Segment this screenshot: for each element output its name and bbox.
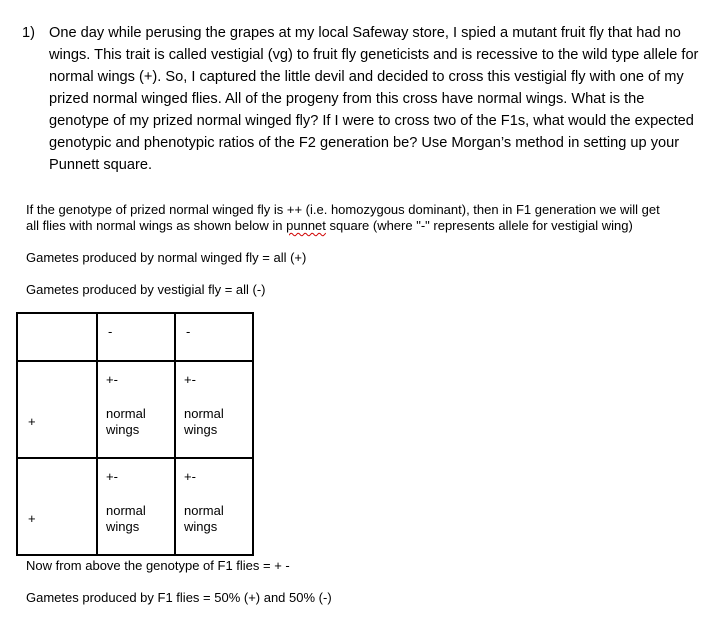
question-block [22,22,702,176]
punnett-cell [97,458,175,555]
col-allele: - [186,324,191,339]
phenotype-word: normal [184,406,224,421]
phenotype-word: wings [106,422,140,437]
punnett-cell [175,361,253,458]
row-allele: + [28,414,36,429]
punnett-row-header [17,361,97,458]
question-line: wings. This trait is called vestigial (vg) to fruit fly geneticists and is recessive to the wild type allele for [49,47,699,63]
punnett-row-header [17,458,97,555]
question-text [49,22,702,176]
punnett-corner-cell [17,313,97,361]
punnett-header-row [17,313,253,361]
cell-phenotype [184,406,252,438]
cell-genotype: +- [106,372,118,387]
answer-intro-line2 [26,218,706,234]
f1-genotype-text: Now from above the genotype of F1 flies = + - [26,558,290,573]
cell-genotype: +- [106,469,118,484]
punnett-cell [97,361,175,458]
question-line: Punnett square. [49,157,153,173]
punnett-col-header [175,313,253,361]
phenotype-word: normal [106,503,146,518]
cell-phenotype [106,406,174,438]
intro-text-before: all flies with normal wings as shown below in [26,218,287,233]
answer-intro [26,202,706,234]
cell-genotype: +- [184,469,196,484]
question-line: genotype of my prized normal winged fly? If I were to cross two of the F1s, what would the expected [49,113,694,129]
f1-gametes-text: Gametes produced by F1 flies = 50% (+) and 50% (-) [26,590,332,605]
question-number: 1) [22,25,35,41]
col-allele: - [108,324,113,339]
row-allele: + [28,511,36,526]
cell-phenotype [106,503,174,535]
question-line: prized normal winged flies. All of the progeny from this cross have normal wings. What is the [49,91,645,107]
phenotype-word: normal [184,503,224,518]
phenotype-word: wings [184,519,218,534]
intro-text-after: square (where "-" represents allele for vestigial wing) [325,218,633,233]
gametes-normal-text: Gametes produced by normal winged fly = all (+) [26,250,307,265]
cell-phenotype [184,503,252,535]
punnett-cell [175,458,253,555]
punnett-square [16,312,254,556]
punnett-col-header [97,313,175,361]
gametes-vestigial-text: Gametes produced by vestigial fly = all (-) [26,282,266,297]
misspelled-word[interactable]: punnet [286,218,326,233]
answer-intro-line1: If the genotype of prized normal winged fly is ++ (i.e. homozygous dominant), then in F1 generation we will get [26,202,660,217]
punnett-row [17,361,253,458]
question-line: genotypic and phenotypic ratios of the F2 generation be? Use Morgan’s method in setting up your [49,135,680,151]
phenotype-word: wings [184,422,218,437]
punnett-row [17,458,253,555]
cell-genotype: +- [184,372,196,387]
question-line: normal wings (+). So, I captured the little devil and decided to cross this vestigial fly with one of my [49,69,684,85]
question-line: One day while perusing the grapes at my local Safeway store, I spied a mutant fruit fly that had no [49,25,681,41]
phenotype-word: normal [106,406,146,421]
phenotype-word: wings [106,519,140,534]
